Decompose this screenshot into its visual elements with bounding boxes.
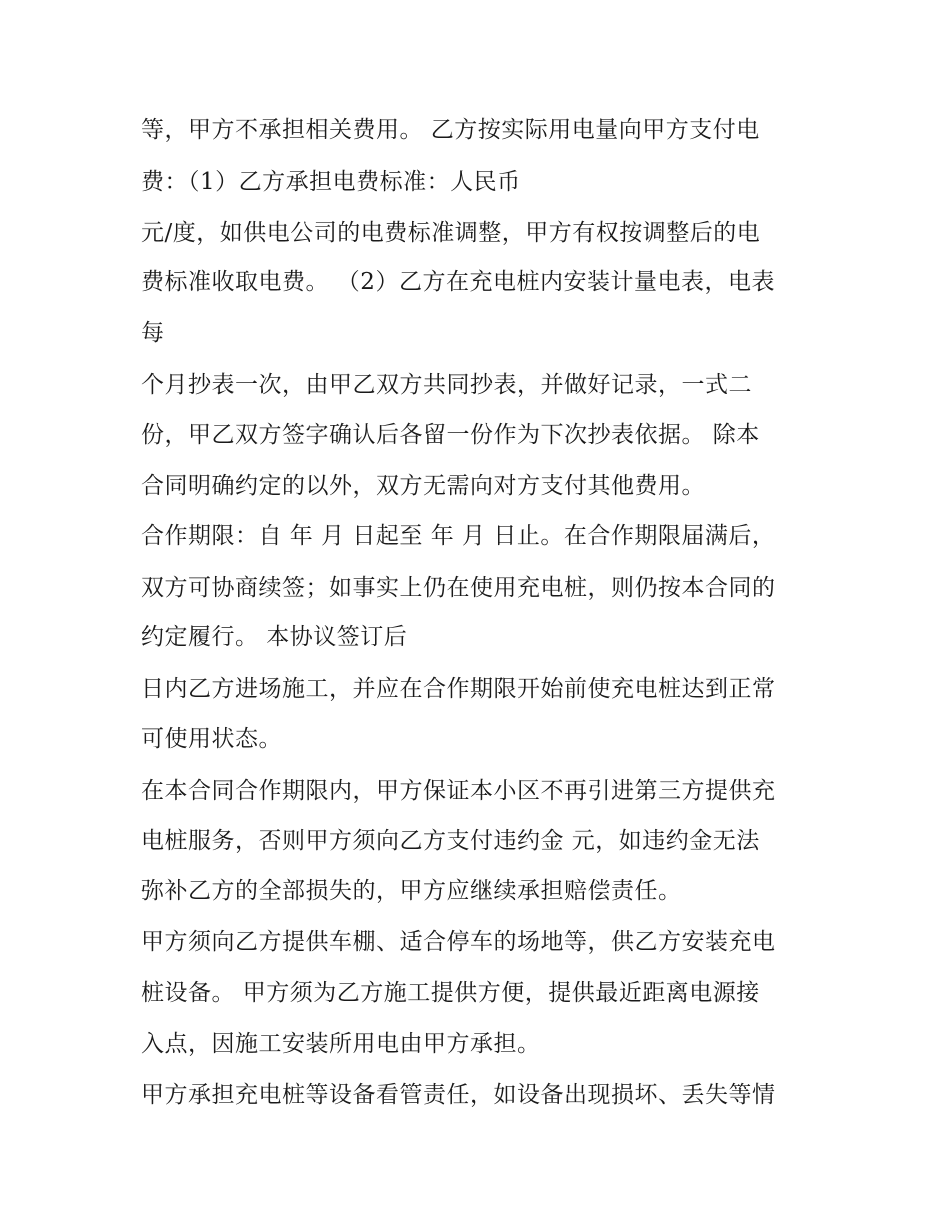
text-line-3: 元/度，如供电公司的电费标准调整，甲方有权按调整后的电 — [141, 220, 761, 246]
text-line-9: 合作期限：自 年 月 日起至 年 月 日止。在合作期限届满后， — [141, 523, 776, 549]
text-line-4: 费标准收取电费。 （2）乙方在充电桩内安装计量电表，电表 — [141, 269, 775, 295]
text-line-6: 个月抄表一次，由甲乙双方共同抄表，并做好记录，一式二 — [141, 372, 752, 398]
text-line-12: 日内乙方进场施工，并应在合作期限开始前使充电桩达到正常 — [141, 676, 776, 702]
text-line-14: 在本合同合作期限内，甲方保证本小区不再引进第三方提供充 — [141, 778, 776, 804]
text-line-16: 弥补乙方的全部损失的，甲方应继续承担赔偿责任。 — [141, 878, 682, 904]
text-line-8: 合同明确约定的以外，双方无需向对方支付其他费用。 — [141, 473, 705, 499]
text-line-11: 约定履行。 本协议签订后 — [141, 624, 408, 650]
text-line-15: 电桩服务，否则甲方须向乙方支付违约金 元，如违约金无法 — [141, 828, 760, 854]
text-line-2: 费：（1）乙方承担电费标准：人民币 — [141, 169, 521, 195]
text-line-18: 桩设备。 甲方须为乙方施工提供方便，提供最近距离电源接 — [141, 980, 760, 1006]
text-line-13: 可使用状态。 — [141, 726, 282, 752]
text-line-17: 甲方须向乙方提供车棚、适合停车的场地等，供乙方安装充电 — [141, 929, 776, 955]
text-line-5: 每 — [141, 320, 165, 346]
text-line-1: 等，甲方不承担相关费用。 乙方按实际用电量向甲方支付电 — [141, 117, 760, 143]
text-line-20: 甲方承担充电桩等设备看管责任，如设备出现损坏、丢失等情 — [141, 1082, 776, 1108]
text-line-7: 份，甲乙双方签字确认后各留一份作为下次抄表依据。 除本 — [141, 422, 760, 448]
text-line-19: 入点，因施工安装所用电由甲方承担。 — [141, 1031, 541, 1057]
text-line-10: 双方可协商续签；如事实上仍在使用充电桩，则仍按本合同的 — [141, 575, 776, 601]
